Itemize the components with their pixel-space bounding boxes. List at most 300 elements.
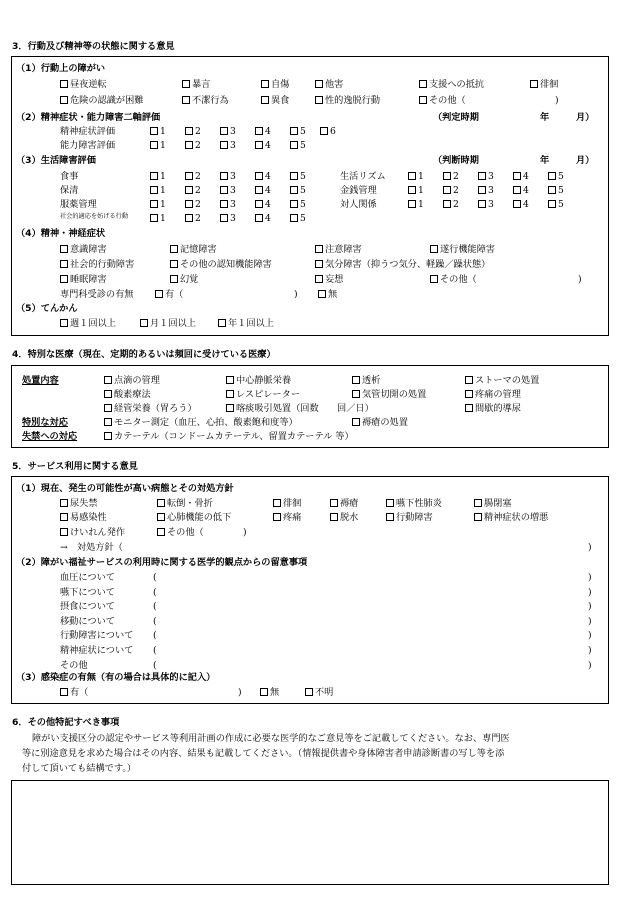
checkbox-label: 脱水 <box>340 512 359 523</box>
checkbox[interactable] <box>150 127 158 135</box>
life-option[interactable] <box>150 214 166 223</box>
checkbox[interactable] <box>185 214 193 222</box>
checkbox-label: 尿失禁 <box>70 498 98 509</box>
symptom-option[interactable] <box>430 245 495 254</box>
checkbox[interactable] <box>408 172 416 180</box>
checkbox-label: 4 <box>523 185 529 196</box>
checkbox[interactable] <box>255 127 263 135</box>
checkbox-label: ストーマの処置 <box>475 375 540 386</box>
behavior-option[interactable] <box>261 96 289 105</box>
symptom-option[interactable] <box>430 275 477 284</box>
checkbox-label: 徘徊 <box>283 498 302 509</box>
treatment-option[interactable] <box>104 376 160 385</box>
checkbox[interactable] <box>465 376 473 384</box>
checkbox-label: 無 <box>328 289 338 300</box>
checkbox[interactable] <box>386 513 394 521</box>
checkbox-label: 4 <box>265 185 271 196</box>
treatment-option[interactable] <box>104 404 197 413</box>
checkbox-label: 徘徊 <box>540 79 559 90</box>
condition-option[interactable] <box>157 499 213 508</box>
checkbox[interactable] <box>273 513 281 521</box>
condition-option[interactable] <box>330 499 358 508</box>
checkbox[interactable] <box>104 376 112 384</box>
eval-option[interactable] <box>150 127 166 136</box>
checkbox-label: 5 <box>558 199 564 210</box>
checkbox-label: 性的逸脱行動 <box>325 95 381 106</box>
treatment-option[interactable] <box>465 404 521 413</box>
eval-option[interactable] <box>290 127 306 136</box>
behavior-option[interactable] <box>261 80 289 89</box>
checkbox[interactable] <box>443 172 451 180</box>
checkbox[interactable] <box>150 214 158 222</box>
checkbox-label: 5 <box>558 171 564 182</box>
checkbox[interactable] <box>140 319 148 327</box>
checkbox[interactable] <box>408 200 416 208</box>
checkbox[interactable] <box>185 127 193 135</box>
symptom-option[interactable] <box>170 260 272 269</box>
checkbox[interactable] <box>352 418 360 426</box>
life-option[interactable] <box>290 214 306 223</box>
checkbox[interactable] <box>150 172 158 180</box>
checkbox-label: 2 <box>195 126 201 137</box>
checkbox[interactable] <box>104 404 112 412</box>
condition-option[interactable] <box>60 499 98 508</box>
checkbox[interactable] <box>60 688 68 696</box>
life-option[interactable] <box>185 214 201 223</box>
checkbox[interactable] <box>226 376 234 384</box>
checkbox[interactable] <box>352 376 360 384</box>
life-option[interactable] <box>478 172 494 181</box>
life-row-label: 服薬管理 <box>60 199 97 210</box>
life-option[interactable] <box>220 186 236 195</box>
life-option[interactable] <box>513 200 529 209</box>
life-option[interactable] <box>150 186 166 195</box>
life-option[interactable] <box>443 200 459 209</box>
checkbox-label: 支援への抵抗 <box>429 79 485 90</box>
checkbox-label: 意識障害 <box>70 244 107 255</box>
checkbox[interactable] <box>478 172 486 180</box>
life-option[interactable] <box>220 200 236 209</box>
checkbox[interactable] <box>150 186 158 194</box>
life-option[interactable] <box>255 214 271 223</box>
condition-option[interactable] <box>474 513 548 522</box>
checkbox[interactable] <box>548 200 556 208</box>
condition-option[interactable] <box>386 499 442 508</box>
checkbox[interactable] <box>157 499 165 507</box>
life-option[interactable] <box>255 200 271 209</box>
treatment-option[interactable] <box>226 390 300 399</box>
behavior-option[interactable] <box>419 96 466 105</box>
eval-option[interactable] <box>220 141 236 150</box>
epilepsy-option[interactable] <box>218 319 274 328</box>
checkbox-label: 疼痛 <box>283 512 302 523</box>
eval-row-label: 精神症状評価 <box>60 126 116 137</box>
checkbox[interactable] <box>290 186 298 194</box>
life-option[interactable] <box>220 214 236 223</box>
checkbox[interactable] <box>226 404 234 412</box>
checkbox-label: 転倒・骨折 <box>167 498 213 509</box>
checkbox[interactable] <box>290 141 298 149</box>
life-row-label: 保清 <box>60 185 79 196</box>
checkbox[interactable] <box>155 290 163 298</box>
checkbox-label: 3 <box>230 126 236 137</box>
s5-2-label: （2）障がい福祉サービスの利用時に関する医学的観点からの留意事項 <box>16 557 308 568</box>
condition-option[interactable] <box>474 499 512 508</box>
life-option[interactable] <box>290 186 306 195</box>
life-option[interactable] <box>478 200 494 209</box>
checkbox[interactable] <box>443 200 451 208</box>
life-option[interactable] <box>443 186 459 195</box>
checkbox[interactable] <box>255 172 263 180</box>
life-row-label: 社会的適応を妨げる行動 <box>60 213 129 220</box>
checkbox-label: 4 <box>265 171 271 182</box>
checkbox[interactable] <box>290 127 298 135</box>
checkbox-label: 中心静脈栄養 <box>236 375 292 386</box>
checkbox-label: モニター測定（血圧、心拍、酸素飽和度等） <box>114 417 298 428</box>
behavior-option[interactable] <box>60 80 107 89</box>
checkbox[interactable] <box>513 186 521 194</box>
checkbox-label: 有（ <box>165 289 184 300</box>
condition-option[interactable] <box>273 499 301 508</box>
checkbox[interactable] <box>170 245 178 253</box>
behavior-option[interactable] <box>182 96 229 105</box>
infection-no-option[interactable] <box>260 688 279 697</box>
checkbox[interactable] <box>330 513 338 521</box>
checkbox-label: 注意障害 <box>325 244 362 255</box>
eval-option[interactable] <box>255 141 271 150</box>
condition-option[interactable] <box>60 513 107 522</box>
condition-option[interactable] <box>157 513 231 522</box>
checkbox[interactable] <box>60 80 68 88</box>
paren-close: ) <box>238 687 242 698</box>
checkbox[interactable] <box>465 404 473 412</box>
life-row-label: 対人関係 <box>340 199 377 210</box>
condition-option[interactable] <box>330 513 358 522</box>
checkbox-label: 4 <box>265 140 271 151</box>
checkbox-label: その他（ <box>429 95 466 106</box>
checkbox-label: 5 <box>300 199 306 210</box>
eval-option[interactable] <box>185 127 201 136</box>
checkbox-label: 4 <box>523 171 529 182</box>
note-row-label: 精神症状について <box>60 645 134 656</box>
checkbox[interactable] <box>185 200 193 208</box>
checkbox[interactable] <box>478 200 486 208</box>
checkbox[interactable] <box>255 141 263 149</box>
checkbox-label: 他害 <box>325 79 344 90</box>
symptom-option[interactable] <box>170 275 198 284</box>
note-row-label: 血圧について <box>60 572 115 583</box>
note-row-label: その他 <box>60 660 88 671</box>
checkbox[interactable] <box>330 499 338 507</box>
checkbox-label: 点滴の管理 <box>114 375 160 386</box>
checkbox[interactable] <box>60 245 68 253</box>
checkbox[interactable] <box>220 186 228 194</box>
s3-3-month: 月） <box>576 155 595 166</box>
checkbox[interactable] <box>290 214 298 222</box>
checkbox[interactable] <box>150 141 158 149</box>
checkbox[interactable] <box>185 141 193 149</box>
checkbox[interactable] <box>255 200 263 208</box>
checkbox[interactable] <box>290 172 298 180</box>
checkbox-label: 1 <box>160 213 166 224</box>
checkbox[interactable] <box>157 528 165 536</box>
checkbox[interactable] <box>104 432 112 440</box>
life-option[interactable] <box>548 186 564 195</box>
eval-option[interactable] <box>150 141 166 150</box>
checkbox[interactable] <box>478 186 486 194</box>
checkbox[interactable] <box>513 172 521 180</box>
symptom-option[interactable] <box>60 275 107 284</box>
checkbox[interactable] <box>513 200 521 208</box>
checkbox[interactable] <box>150 200 158 208</box>
checkbox[interactable] <box>255 186 263 194</box>
checkbox[interactable] <box>226 390 234 398</box>
checkbox[interactable] <box>320 127 328 135</box>
s3-3-year: 年 <box>540 155 550 166</box>
behavior-option[interactable] <box>419 80 484 89</box>
checkbox[interactable] <box>185 172 193 180</box>
special-care-option[interactable] <box>104 418 298 427</box>
behavior-option[interactable] <box>315 80 343 89</box>
life-row-label: 金銭管理 <box>340 185 377 196</box>
checkbox[interactable] <box>430 245 438 253</box>
s3-2-month: 月） <box>576 112 595 123</box>
checkbox[interactable] <box>408 186 416 194</box>
checkbox-label: 透析 <box>362 375 381 386</box>
symptom-option[interactable] <box>315 275 343 284</box>
checkbox-label: 記憶障害 <box>180 244 217 255</box>
symptom-option[interactable] <box>315 245 362 254</box>
s3-3-period: （判断時期 <box>433 155 479 166</box>
s3-5-label: （5）てんかん <box>16 303 78 314</box>
section-5-title: 5．サービス利用に関する意見 <box>12 461 138 472</box>
paren-close: ) <box>588 616 592 627</box>
specialist-visit-label: 専門科受診の有無 <box>60 289 134 300</box>
life-option[interactable] <box>255 186 271 195</box>
checkbox-label: 睡眠障害 <box>70 274 107 285</box>
checkbox-label: 無 <box>270 687 280 698</box>
paren-open: ( <box>153 645 157 656</box>
checkbox[interactable] <box>60 513 68 521</box>
checkbox[interactable] <box>260 688 268 696</box>
checkbox[interactable] <box>315 260 323 268</box>
checkbox[interactable] <box>290 200 298 208</box>
checkbox-label: 疼痛の管理 <box>475 389 521 400</box>
checkbox[interactable] <box>548 186 556 194</box>
specialist-yes-option[interactable] <box>155 290 183 299</box>
special-care-option[interactable] <box>352 418 408 427</box>
eval-option[interactable] <box>320 127 336 136</box>
life-option[interactable] <box>408 172 424 181</box>
checkbox[interactable] <box>305 688 313 696</box>
life-option[interactable] <box>443 172 459 181</box>
specialist-no-option[interactable] <box>318 290 337 299</box>
checkbox-label: 1 <box>160 199 166 210</box>
symptom-option[interactable] <box>60 260 134 269</box>
behavior-option[interactable] <box>530 80 558 89</box>
symptom-option[interactable] <box>170 245 217 254</box>
s3-3-label: （3）生活障害評価 <box>16 155 96 166</box>
checkbox-label: 不潔行為 <box>192 95 229 106</box>
checkbox[interactable] <box>170 260 178 268</box>
checkbox[interactable] <box>261 80 269 88</box>
treatment-option[interactable] <box>352 376 380 385</box>
checkbox-label: 気分障害（抑うつ気分、軽躁／躁状態） <box>325 259 491 270</box>
checkbox[interactable] <box>386 499 394 507</box>
checkbox[interactable] <box>220 172 228 180</box>
condition-option[interactable] <box>386 513 433 522</box>
life-option[interactable] <box>255 172 271 181</box>
checkbox[interactable] <box>352 390 360 398</box>
treatment-option[interactable] <box>465 390 521 399</box>
checkbox[interactable] <box>104 418 112 426</box>
checkbox[interactable] <box>218 319 226 327</box>
checkbox[interactable] <box>273 499 281 507</box>
treatment-option[interactable] <box>226 376 291 385</box>
infection-yes-option[interactable] <box>60 688 88 697</box>
condition-option[interactable] <box>157 528 204 537</box>
life-option[interactable] <box>408 200 424 209</box>
infection-unknown-option[interactable] <box>305 688 333 697</box>
checkbox[interactable] <box>255 214 263 222</box>
checkbox-label: 1 <box>418 185 424 196</box>
checkbox-label: 1 <box>160 185 166 196</box>
life-row-label: 生活リズム <box>340 171 386 182</box>
life-option[interactable] <box>220 172 236 181</box>
paren-open: ( <box>153 616 157 627</box>
life-option[interactable] <box>185 200 201 209</box>
checkbox[interactable] <box>419 96 427 104</box>
checkbox-label: 3 <box>230 213 236 224</box>
section-4-title: 4．特別な医療（現在、定期的あるいは頻回に受けている医療） <box>12 349 276 360</box>
notes-area[interactable] <box>11 780 609 885</box>
checkbox-label: 有（ <box>70 687 89 698</box>
condition-option[interactable] <box>273 513 301 522</box>
symptom-option[interactable] <box>60 245 107 254</box>
life-option[interactable] <box>513 172 529 181</box>
life-option[interactable] <box>150 172 166 181</box>
checkbox-label: 月１回以上 <box>150 318 196 329</box>
life-option[interactable] <box>478 186 494 195</box>
epilepsy-option[interactable] <box>60 319 116 328</box>
checkbox[interactable] <box>474 499 482 507</box>
checkbox[interactable] <box>182 96 190 104</box>
checkbox-label: 易感染性 <box>70 512 107 523</box>
life-option[interactable] <box>548 200 564 209</box>
sec6-line-2: 等に別途意見を求めた場合はその内容、結果も記載してください。（情報提供書や身体障害者申請診断書の写し等を添 <box>22 748 505 759</box>
checkbox-label: 暴言 <box>192 79 211 90</box>
checkbox[interactable] <box>430 275 438 283</box>
eval-option[interactable] <box>220 127 236 136</box>
checkbox[interactable] <box>530 80 538 88</box>
life-option[interactable] <box>513 186 529 195</box>
symptom-option[interactable] <box>315 260 490 269</box>
checkbox[interactable] <box>261 96 269 104</box>
treatment-option[interactable] <box>465 376 539 385</box>
checkbox-label: 2 <box>195 140 201 151</box>
incontinence-option[interactable] <box>104 432 354 441</box>
checkbox-label: 異食 <box>271 95 290 106</box>
checkbox[interactable] <box>315 245 323 253</box>
checkbox-label: 1 <box>160 171 166 182</box>
checkbox-label: 2 <box>453 171 459 182</box>
treatment-option[interactable] <box>104 390 151 399</box>
checkbox[interactable] <box>465 390 473 398</box>
checkbox[interactable] <box>60 528 68 536</box>
life-option[interactable] <box>150 200 166 209</box>
checkbox-label: 喀痰吸引処置（回数 回／日） <box>236 403 374 414</box>
checkbox[interactable] <box>60 260 68 268</box>
checkbox-label: 社会的行動障害 <box>70 259 135 270</box>
checkbox[interactable] <box>419 80 427 88</box>
checkbox-label: 2 <box>195 199 201 210</box>
life-option[interactable] <box>185 186 201 195</box>
condition-option[interactable] <box>60 528 125 537</box>
life-option[interactable] <box>408 186 424 195</box>
eval-option[interactable] <box>255 127 271 136</box>
note-row-label: 嚥下について <box>60 587 115 598</box>
behavior-option[interactable] <box>60 96 144 105</box>
checkbox-label: 腸閉塞 <box>484 498 512 509</box>
treatment-option[interactable] <box>226 404 374 413</box>
checkbox[interactable] <box>185 186 193 194</box>
checkbox[interactable] <box>443 186 451 194</box>
behavior-option[interactable] <box>182 80 210 89</box>
checkbox[interactable] <box>220 214 228 222</box>
epilepsy-option[interactable] <box>140 319 196 328</box>
checkbox[interactable] <box>60 96 68 104</box>
checkbox-label: 1 <box>418 171 424 182</box>
eval-option[interactable] <box>185 141 201 150</box>
checkbox-label: 褥瘡の処置 <box>362 417 408 428</box>
checkbox[interactable] <box>220 200 228 208</box>
checkbox[interactable] <box>60 499 68 507</box>
checkbox[interactable] <box>220 127 228 135</box>
life-option[interactable] <box>548 172 564 181</box>
sec6-line-1: 障がい支援区分の認定やサービス等利用計画の作成に必要な医学的なご意見等をご記載してください。なお、専門医 <box>32 733 510 744</box>
checkbox-label: 間歇的導尿 <box>475 403 521 414</box>
s3-1-label: （1）行動上の障がい <box>16 63 106 74</box>
checkbox-label: 経管栄養（胃ろう） <box>114 403 197 414</box>
checkbox[interactable] <box>182 80 190 88</box>
checkbox-label: その他の認知機能障害 <box>180 259 272 270</box>
checkbox[interactable] <box>170 275 178 283</box>
checkbox-label: 2 <box>195 171 201 182</box>
checkbox[interactable] <box>104 390 112 398</box>
checkbox[interactable] <box>157 513 165 521</box>
checkbox[interactable] <box>60 319 68 327</box>
behavior-option[interactable] <box>315 96 380 105</box>
checkbox[interactable] <box>315 80 323 88</box>
checkbox-label: その他（ <box>440 274 477 285</box>
eval-option[interactable] <box>290 141 306 150</box>
life-option[interactable] <box>290 172 306 181</box>
checkbox[interactable] <box>315 275 323 283</box>
paren-open: ( <box>153 572 157 583</box>
paren-close: ) <box>243 527 247 538</box>
checkbox-label: 6 <box>330 126 336 137</box>
checkbox-label: 3 <box>488 199 494 210</box>
checkbox[interactable] <box>220 141 228 149</box>
life-option[interactable] <box>290 200 306 209</box>
checkbox[interactable] <box>548 172 556 180</box>
checkbox[interactable] <box>60 275 68 283</box>
checkbox[interactable] <box>318 290 326 298</box>
checkbox[interactable] <box>315 96 323 104</box>
treatment-option[interactable] <box>352 390 426 399</box>
life-option[interactable] <box>185 172 201 181</box>
checkbox[interactable] <box>474 513 482 521</box>
